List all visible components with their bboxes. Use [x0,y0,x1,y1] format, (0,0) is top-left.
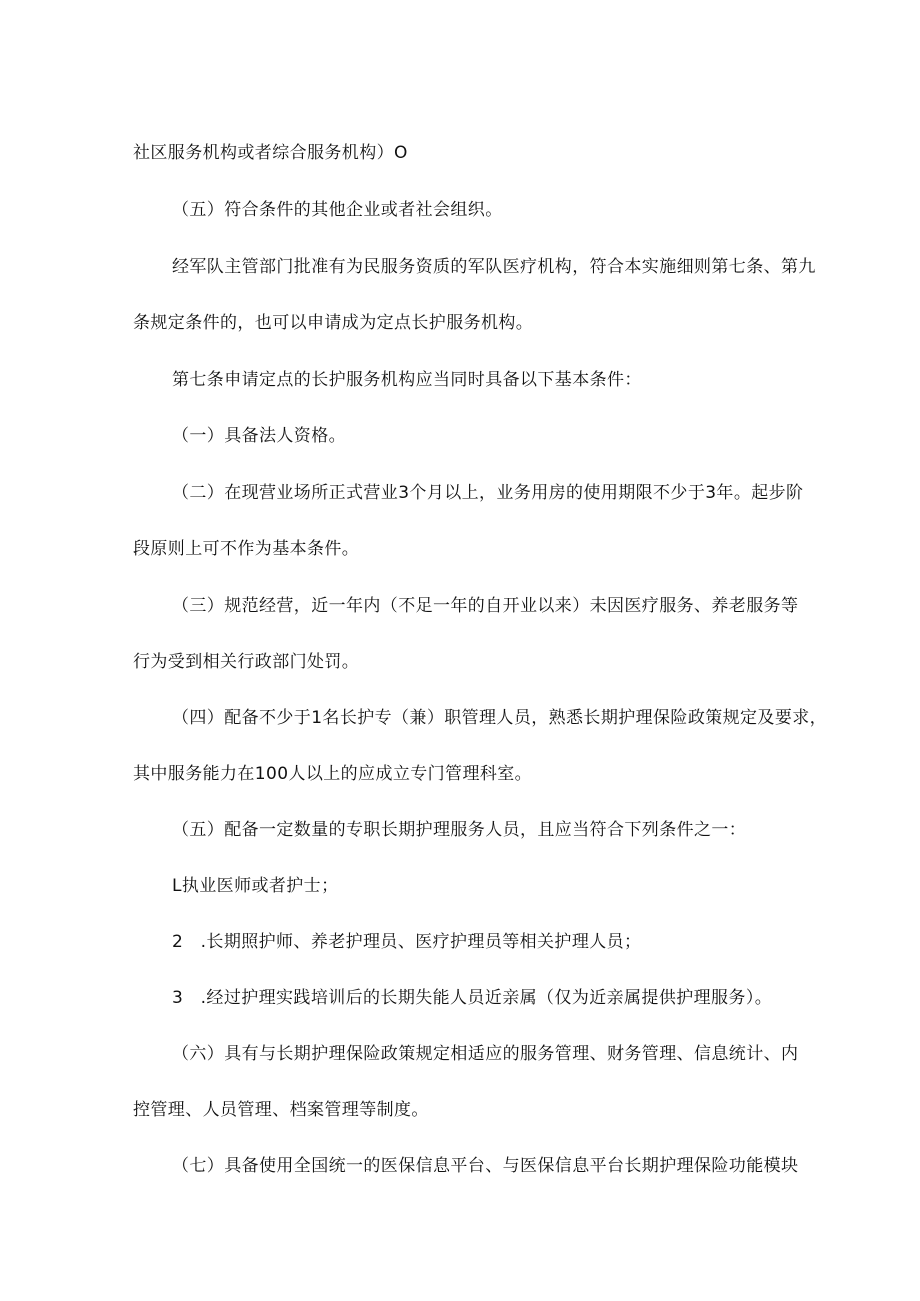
text-line: （三）规范经营，近一年内（不足一年的自开业以来）未因医疗服务、养老服务等 [172,596,799,616]
text-line: （七）具备使用全国统一的医保信息平台、与医保信息平台长期护理保险功能模块 [172,1156,799,1176]
text-line: 条规定条件的，也可以申请成为定点长护服务机构。 [133,313,534,333]
text-line: 2 .长期照护师、养老护理员、医疗护理员等相关护理人员； [172,932,642,952]
text-line: （四）配备不少于1名长护专（兼）职管理人员，熟悉长期护理保险政策规定及要求， [172,708,828,728]
text-line: （二）在现营业场所正式营业3个月以上，业务用房的使用期限不少于3年。起步阶 [172,483,804,503]
text-line: （一）具备法人资格。 [172,426,346,446]
text-line: 其中服务能力在100人以上的应成立专门管理科室。 [133,764,533,784]
text-line: 控管理、人员管理、档案管理等制度。 [133,1100,429,1120]
text-line: 社区服务机构或者综合服务机构）O [133,143,408,163]
text-line: 经军队主管部门批准有为民服务资质的军队医疗机构，符合本实施细则第七条、第九 [172,257,816,277]
text-line: L执业医师或者护士； [172,876,339,896]
text-line: 行为受到相关行政部门处罚。 [133,652,360,672]
text-line: 3 .经过护理实践培训后的长期失能人员近亲属（仅为近亲属提供护理服务）。 [172,988,773,1008]
text-line: 第七条申请定点的长护服务机构应当同时具备以下基本条件： [172,370,642,390]
text-line: （五）配备一定数量的专职长期护理服务人员，且应当符合下列条件之一： [172,820,747,840]
text-line: （五）符合条件的其他企业或者社会组织。 [172,200,503,220]
text-line: （六）具有与长期护理保险政策规定相适应的服务管理、财务管理、信息统计、内 [172,1044,799,1064]
text-line: 段原则上可不作为基本条件。 [133,539,360,559]
